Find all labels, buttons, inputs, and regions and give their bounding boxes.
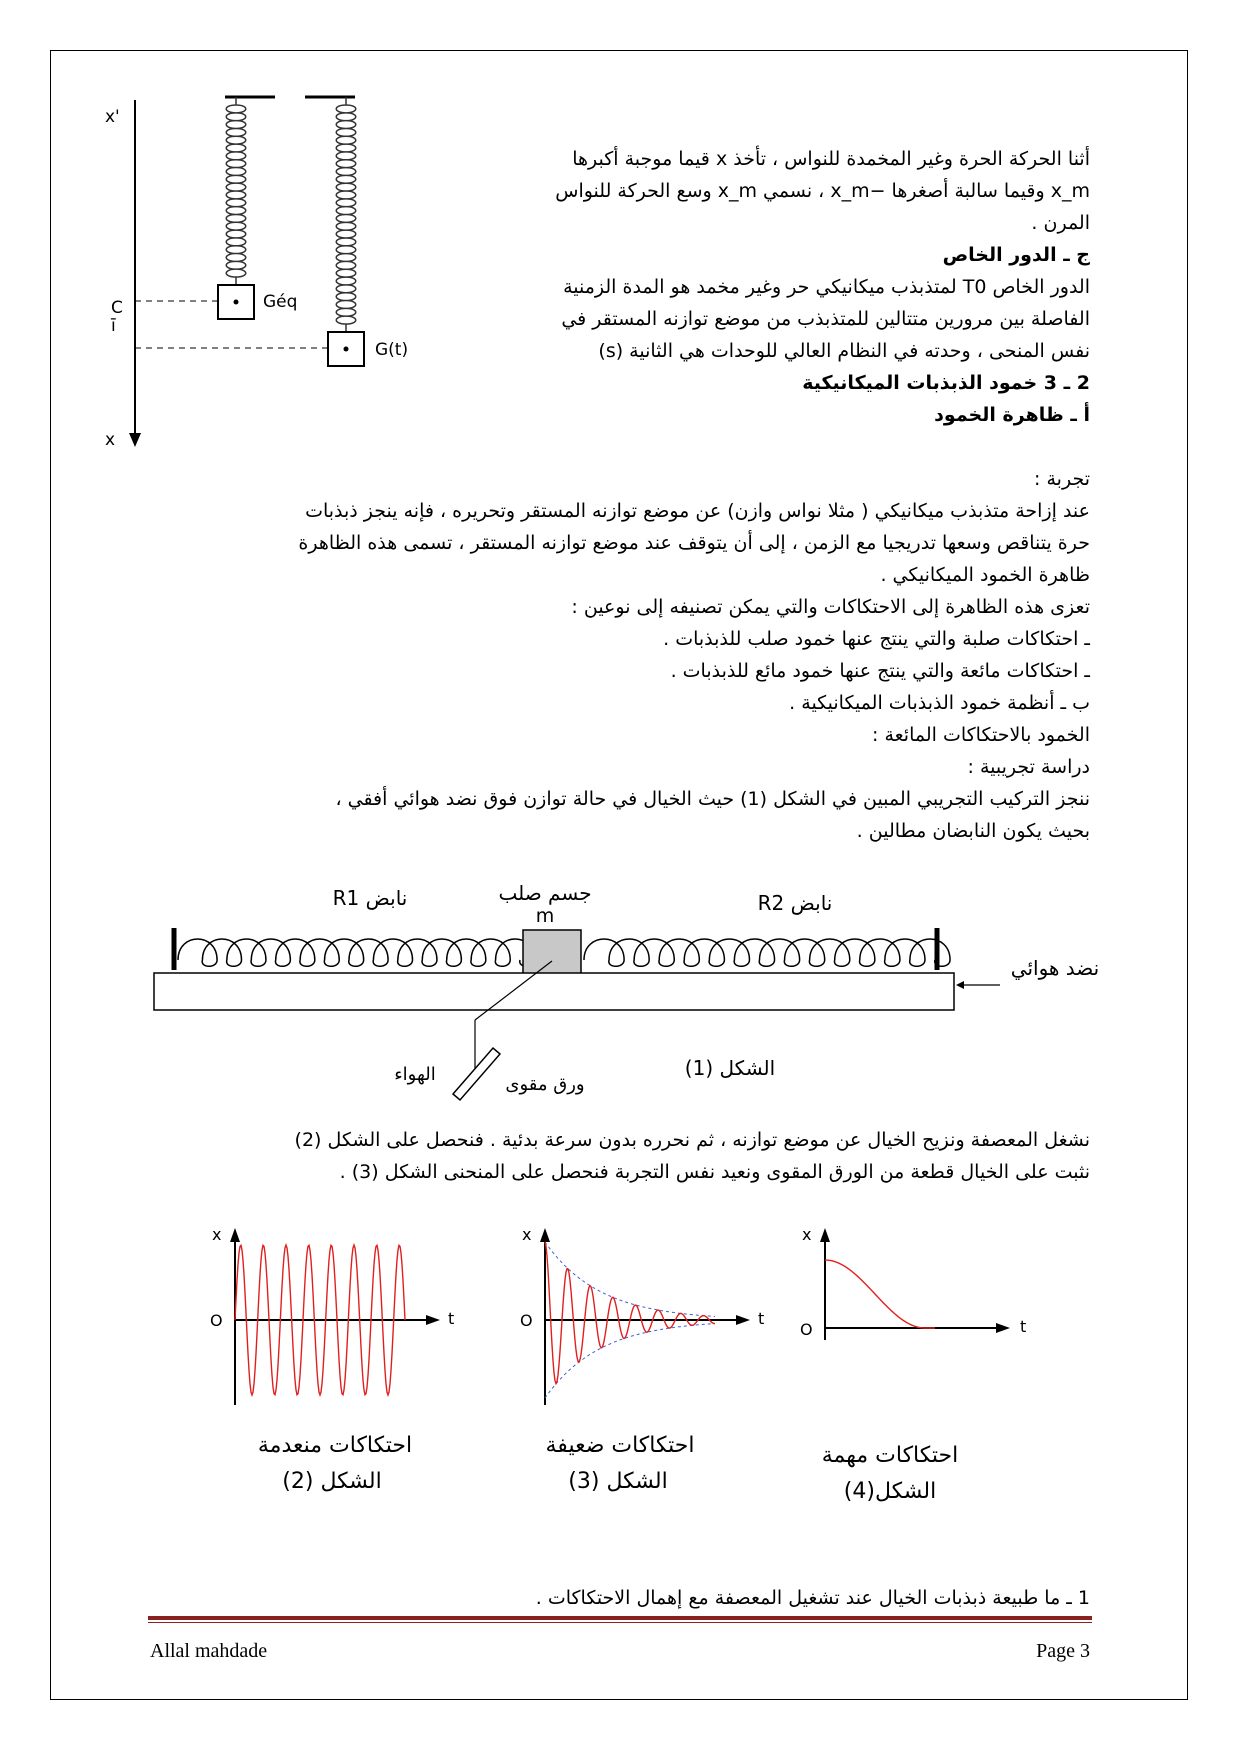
- setup-line-1: ننجز التركيب التجريبي المبين في الشكل (1) حيث الخيال في حالة توازن فوق نضد هوائي أفقي ،: [335, 788, 1090, 810]
- graph-weak-friction: [520, 1225, 764, 1405]
- axis-x-prime: x': [105, 107, 120, 127]
- graph3-caption: الشكل (3): [568, 1469, 668, 1494]
- vertical-spring-figure: [95, 85, 415, 455]
- side-label-i: ī: [111, 316, 116, 336]
- damping-p2: تعزى هذه الظاهرة إلى الاحتكاكات والتي يمكن تصنيفه إلى نوعين :: [571, 596, 1090, 618]
- bullet-fluid-friction: ـ احتكاكات مائعة والتي ينتج عنها خمود مائع للذبذبات .: [670, 660, 1090, 682]
- svg-text:O: O: [800, 1320, 813, 1339]
- damping-heading: 2 ـ 3 خمود الذبذبات الميكانيكية: [802, 372, 1090, 394]
- intro-line-1: أثنا الحركة الحرة وغير المخمدة للنواس ، تأخذ x قيما موجبة أكبرها: [572, 148, 1090, 170]
- g-t-label: G(t): [375, 340, 409, 360]
- envelope-lower: [545, 1324, 715, 1399]
- footer-rule: [148, 1616, 1092, 1620]
- fluid-damping-label: الخمود بالاحتكاكات المائعة :: [872, 724, 1090, 746]
- svg-text:t: t: [1020, 1317, 1027, 1336]
- table-label: نضد هوائي: [1010, 956, 1100, 980]
- damping-body: [150, 463, 1090, 847]
- footer-author: Allal mahdade: [150, 1640, 268, 1662]
- mass-label: m: [535, 905, 555, 927]
- solid-label: جسم صلب: [498, 881, 592, 905]
- damping-p1-line-1: عند إزاحة متذبذب ميكانيكي ( مثلا نواس وازن) عن موضع توازنه المستقر وتحريره ، فإنه ينجز ذبذبات: [305, 500, 1090, 522]
- after-line-1: نشغل المعصفة ونزيح الخيال عن موضع توازنه ، ثم نحرره بدون سرعة بدئية . فنحصل على الشكل (2): [294, 1129, 1090, 1151]
- graph3-title: احتكاكات ضعيفة: [545, 1433, 695, 1458]
- graph4-title: احتكاكات مهمة: [821, 1443, 959, 1468]
- svg-text:x: x: [802, 1225, 812, 1244]
- setup-line-2: بحيث يكون النابضان مطالين .: [856, 820, 1090, 842]
- figure-1-air-table: [150, 870, 1100, 1110]
- card-label: ورق مقوى: [505, 1074, 585, 1095]
- damping-p1-line-3: ظاهرة الخمود الميكانيكي .: [880, 564, 1090, 586]
- figure-1-caption: الشكل (1): [684, 1056, 776, 1080]
- svg-text:x: x: [522, 1225, 532, 1244]
- footer-rule-thin: [148, 1622, 1092, 1623]
- curve-damped: [545, 1242, 715, 1384]
- damping-p1-line-2: حرة يتناقص وسعها تدريجيا مع الزمن ، إلى أن يتوقف عند موضع توازنه المستقر ، تسمى هذه الظاهرة: [298, 532, 1090, 554]
- period-line-2: الفاصلة بين مرورين متتالين للمتذبذب من موضع توازنه المستقر في: [561, 308, 1090, 330]
- svg-text:O: O: [520, 1311, 533, 1330]
- spring2-label: نابض R2: [757, 891, 833, 915]
- period-line-3: نفس المنحى ، وحدته في النظام العالي للوحدات هي الثانية (s): [598, 340, 1090, 362]
- experiment-label: تجربة :: [1034, 468, 1090, 490]
- graph4-caption: الشكل(4): [843, 1479, 937, 1504]
- svg-text:t: t: [758, 1309, 765, 1328]
- damping-subheading: أ ـ ظاهرة الخمود: [934, 404, 1090, 426]
- air-label: الهواء: [394, 1064, 436, 1085]
- axis-x-label: x: [105, 430, 116, 450]
- svg-text:O: O: [210, 1311, 223, 1330]
- svg-text:t: t: [448, 1309, 455, 1328]
- period-line-1: الدور الخاص T0 لمتذبذب ميكانيكي حر وغير مخمد هو المدة الزمنية: [563, 276, 1090, 298]
- study-label: دراسة تجريبية :: [967, 756, 1090, 778]
- side-label-c: C: [111, 298, 123, 318]
- svg-text:x: x: [212, 1225, 222, 1244]
- footer-page-number: Page 3: [1036, 1640, 1090, 1662]
- intro-paragraph: [440, 143, 1090, 431]
- graphs-row: [190, 1220, 1070, 1520]
- graph2-title: احتكاكات منعدمة: [257, 1433, 413, 1458]
- subsection-b: ب ـ أنظمة خمود الذبذبات الميكانيكية .: [789, 692, 1090, 714]
- horizontal-spring-2: [584, 939, 950, 966]
- graph-strong-friction: [800, 1225, 1026, 1340]
- question-1: 1 ـ ما طبيعة ذبذبات الخيال عند تشغيل المعصفة مع إهمال الاحتكاكات .: [535, 1587, 1090, 1609]
- curve-overdamped: [825, 1260, 935, 1328]
- after-line-2: نثبت على الخيال قطعة من الورق المقوى ونعيد نفس التجربة فنحصل على المنحنى الشكل (3) .: [339, 1161, 1090, 1183]
- vertical-spring-2: [336, 97, 356, 332]
- graph2-caption: الشكل (2): [282, 1469, 382, 1494]
- vertical-spring-1: [226, 97, 246, 285]
- period-heading: ج ـ الدور الخاص: [942, 244, 1090, 266]
- intro-line-2: x_m وقيما سالبة أصغرها −x_m ، نسمي x_m وسع الحركة للنواس: [555, 180, 1090, 202]
- spring1-label: نابض R1: [332, 886, 408, 910]
- bullet-solid-friction: ـ احتكاكات صلبة والتي ينتج عنها خمود صلب للذبذبات .: [663, 628, 1090, 650]
- graph-no-friction: [210, 1225, 454, 1405]
- intro-line-3: المرن .: [1031, 212, 1090, 234]
- after-figure-paragraph: [150, 1124, 1090, 1188]
- g-eq-label: Géq: [263, 292, 298, 312]
- horizontal-spring-1: [178, 939, 535, 966]
